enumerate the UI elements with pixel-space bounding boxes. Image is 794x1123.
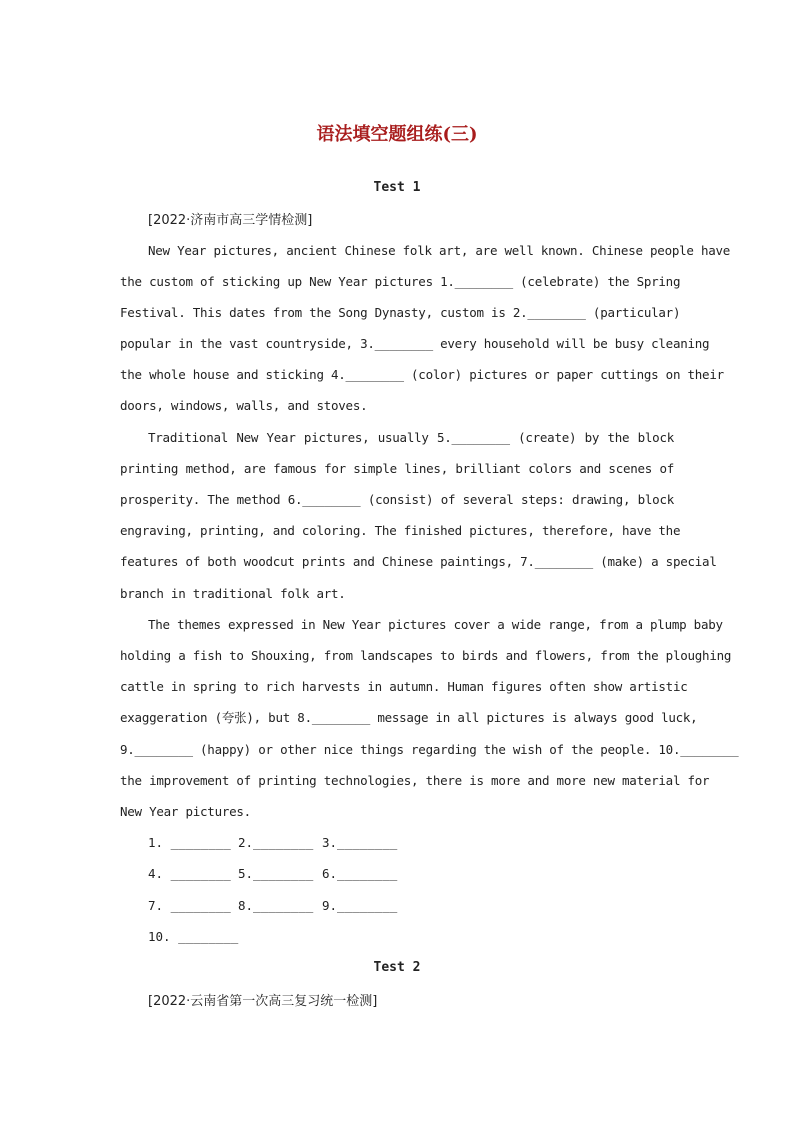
answer-blank-6[interactable]: 6.________ bbox=[322, 866, 398, 881]
passage-line: branch in traditional folk art. bbox=[120, 586, 346, 601]
passage-line: The themes expressed in New Year pictures cover a wide range, from a plump baby bbox=[148, 617, 723, 632]
passage-line: engraving, printing, and coloring. The finished pictures, therefore, have the bbox=[120, 523, 681, 538]
page-title: 语法填空题组练(三) bbox=[316, 124, 478, 145]
passage-line: the whole house and sticking 4.________ (color) pictures or paper cuttings on their bbox=[120, 367, 724, 382]
passage-line: 9.________ (happy) or other nice things regarding the wish of the people. 10.________ bbox=[120, 742, 739, 757]
passage-line: holding a fish to Shouxing, from landscapes to birds and flowers, from the ploughing bbox=[120, 648, 732, 663]
passage-line: cattle in spring to rich harvests in autumn. Human figures often show artistic bbox=[120, 679, 688, 694]
passage-line: Festival. This dates from the Song Dynasty, custom is 2.________ (particular) bbox=[120, 305, 681, 320]
answer-blank-1[interactable]: 1. ________ bbox=[148, 835, 231, 850]
answer-blank-3[interactable]: 3.________ bbox=[322, 835, 398, 850]
test2-source: [2022·云南省第一次高三复习统一检测] bbox=[148, 994, 378, 1009]
test1-heading: Test 1 bbox=[373, 180, 421, 195]
answer-blank-10[interactable]: 10. ________ bbox=[148, 929, 239, 944]
test2-heading: Test 2 bbox=[373, 960, 421, 975]
answer-blank-7[interactable]: 7. ________ bbox=[148, 898, 231, 913]
answer-blank-4[interactable]: 4. ________ bbox=[148, 866, 231, 881]
passage-line: New Year pictures, ancient Chinese folk art, are well known. Chinese people have bbox=[148, 243, 731, 258]
answer-blank-9[interactable]: 9.________ bbox=[322, 898, 398, 913]
answer-blank-5[interactable]: 5.________ bbox=[238, 866, 314, 881]
passage-line: the improvement of printing technologies, there is more and more new material for bbox=[120, 773, 710, 788]
passage-line: doors, windows, walls, and stoves. bbox=[120, 398, 368, 413]
passage-line: New Year pictures. bbox=[120, 804, 251, 819]
answer-blank-2[interactable]: 2.________ bbox=[238, 835, 314, 850]
passage-line: popular in the vast countryside, 3.________ every household will be busy cleaning bbox=[120, 336, 710, 351]
passage-line: exaggeration (夸张), but 8.________ message in all pictures is always good luck, bbox=[120, 710, 698, 725]
passage-line: Traditional New Year pictures, usually 5.________ (create) by the block bbox=[148, 430, 674, 445]
passage-line: prosperity. The method 6.________ (consist) of several steps: drawing, block bbox=[120, 492, 674, 507]
passage-line: printing method, are famous for simple lines, brilliant colors and scenes of bbox=[120, 461, 674, 476]
answer-blank-8[interactable]: 8.________ bbox=[238, 898, 314, 913]
test1-source: [2022·济南市高三学情检测] bbox=[148, 213, 313, 228]
passage-line: features of both woodcut prints and Chinese paintings, 7.________ (make) a special bbox=[120, 554, 717, 569]
passage-line: the custom of sticking up New Year pictures 1.________ (celebrate) the Spring bbox=[120, 274, 681, 289]
